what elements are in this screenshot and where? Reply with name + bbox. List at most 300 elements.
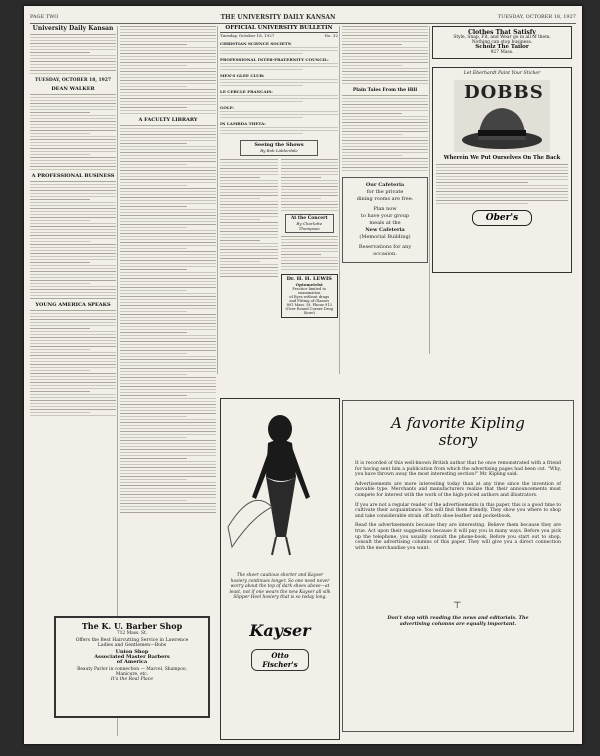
cafeteria-line: to have your group [360,213,410,219]
text-line [281,174,339,175]
text-line [120,125,216,126]
text-line [342,155,402,156]
text-line [30,244,116,245]
text-line [220,252,278,253]
text-line [281,251,339,252]
text-line [220,111,338,112]
text-line [281,201,339,202]
text-line [120,32,216,33]
text-line [281,236,339,237]
page-date: TUESDAY, OCTOBER 18, 1927 [497,14,576,20]
text-line [30,379,116,380]
text-line [30,145,116,146]
text-line [120,362,216,363]
clothes-store: Scholz The Tailor [475,44,529,50]
text-line [120,80,216,81]
text-line [120,161,216,162]
text-line [30,199,90,200]
text-line [120,491,216,492]
kipling-paragraph: Read the advertisements because they are interesting. Believe them because they are true. Act upon their suggestions because it will pay you in many ways. Before you pick up the telephone, you usually consult the phone-book. Before you start out to shop, consult the advertising columns of this paper. They will give you a direct connection with the merchandise you want. [355,523,561,551]
text-line [120,218,216,219]
text-line [30,112,90,113]
kipling-ad [342,400,574,732]
barber-line: Union Shop [115,649,149,655]
tales-column [342,26,428,263]
text-line [220,186,278,187]
text-line [30,58,116,59]
text-line [220,82,338,83]
text-line [120,464,216,465]
text-line [30,391,90,392]
text-line [120,320,216,321]
kipling-paragraph: It is recorded of this well-known British author that he once remonstrated with a friend for having sent him a publication from which the advertising pages had been cut. "Why, you have thrown away the most interesting section!" Mr. Kipling said. [355,461,561,478]
text-line [120,404,216,405]
text-line [120,470,216,471]
text-line [30,202,116,203]
text-line [220,255,278,256]
text-line [120,455,216,456]
text-line [30,115,116,116]
text-line [30,118,116,119]
text-line [30,226,116,227]
text-line [281,245,339,246]
barber-line: Manicure, etc. [115,672,149,677]
text-line [342,77,428,78]
text-line [120,299,216,300]
text-line [342,161,428,162]
text-line [342,170,428,171]
text-line [30,400,116,401]
text-line [30,49,116,50]
text-line [30,100,116,101]
text-line [120,176,216,177]
barber-address: 712 Mass. St. [116,631,148,636]
text-line [281,195,339,196]
text-line [120,257,216,258]
text-line [436,173,568,174]
text-line [30,376,116,377]
text-line [220,114,338,115]
text-line [120,62,216,63]
text-line [342,140,428,141]
text-line [220,95,338,96]
text-line [220,249,278,250]
text-line [281,165,339,166]
text-line [30,262,90,263]
text-line [30,403,116,404]
text-line [120,56,216,57]
text-line [220,216,278,217]
text-line [30,217,116,218]
bulletin-dateline [220,33,338,38]
text-line [30,46,116,47]
text-line [30,253,116,254]
text-line [120,41,216,42]
text-line [120,203,216,204]
text-line [120,146,216,147]
text-line [120,155,216,156]
kipling-title-line: story [438,431,478,449]
text-line [281,254,321,255]
text-line [120,341,216,342]
text-line [120,302,216,303]
text-line [30,268,116,269]
text-line [342,59,428,60]
text-line [436,194,568,195]
text-line [120,350,216,351]
text-line [30,103,116,104]
bulletin-item-heading: LE CERCLE FRANCAIS: [220,89,273,94]
text-line [30,319,116,320]
text-line [120,506,216,507]
text-line [342,101,428,102]
text-line [120,407,216,408]
text-line [30,187,116,188]
text-line [30,274,116,275]
text-line [120,329,216,330]
bulletin-item-heading: CHRISTIAN SCIENCE SOCIETY: [220,41,292,46]
text-line [120,71,216,72]
text-line [220,219,260,220]
text-line [120,371,216,372]
optometrist-line: and Fitting of Glasses [289,299,330,303]
kipling-paragraph: If you are not a regular reader of the advertisements in this paper, this is a good time to cultivate their acquaintance. You will find them friendly. They show you where to shop and take considerable strain off both shoe-leather and pocketbook. [355,502,561,519]
text-line [30,136,116,137]
text-line [120,497,216,498]
seeing-shows-box [240,140,318,156]
text-line [281,159,339,160]
bulletin-item-heading: GOLF: [220,105,234,110]
text-line [120,128,216,129]
text-line [30,349,90,350]
text-line [220,66,338,67]
cafeteria-line: (Memorial Building) [359,234,411,240]
text-line [30,340,116,341]
text-line [220,213,278,214]
text-line [120,86,187,87]
text-line [436,164,568,165]
text-line [30,130,116,131]
text-line [120,326,216,327]
text-line [120,239,216,240]
text-line [120,137,216,138]
text-line [30,238,116,239]
text-line [220,180,278,181]
dobbs-brand: DOBBS [464,82,544,103]
text-line [120,317,216,318]
barber-line: Ladies and Gentlemen—Bobs [97,643,167,648]
text-line [281,198,321,199]
text-line [30,406,116,407]
obers-logo: Ober's [472,210,532,226]
text-line [120,263,216,264]
page-header [30,12,576,22]
text-line [120,254,216,255]
text-line [120,29,216,30]
text-line [120,311,187,312]
text-line [30,67,116,68]
headline-young-america: YOUNG AMERICA SPEAKS [35,302,111,308]
text-line [220,231,278,232]
text-line [30,298,116,299]
text-line [120,338,216,339]
text-line [30,295,116,296]
text-line [120,392,216,393]
text-line [30,385,116,386]
text-line [30,121,116,122]
kipling-body [355,461,561,555]
text-line [220,63,338,64]
text-line [220,228,278,229]
text-line [30,370,90,371]
text-line [220,246,278,247]
text-line [120,89,216,90]
clothes-ad [432,26,572,59]
text-line [342,110,428,111]
text-line [220,270,278,271]
text-line [281,204,339,205]
text-line [220,69,303,70]
text-line [120,227,187,228]
text-line [30,292,116,293]
barber-line: Offers the Best Haircutting Service in Lawrence [75,638,189,643]
text-line [120,353,187,354]
text-line [281,168,339,169]
text-line [120,101,216,102]
text-line [30,220,90,221]
text-line [342,164,428,165]
text-line [120,368,216,369]
text-line [342,38,428,39]
text-line [120,374,187,375]
text-line [120,149,216,150]
text-line [120,440,216,441]
text-line [120,383,216,384]
text-line [30,394,116,395]
text-line [436,176,568,177]
text-line [120,509,216,510]
text-line [30,94,116,95]
text-line [220,198,260,199]
optometrist-line: Practice limited to examination [292,287,327,295]
text-line [30,169,116,170]
text-line [220,264,278,265]
text-line [342,62,428,63]
text-line [120,206,187,207]
column-rule [429,26,430,354]
text-line [120,269,187,270]
text-line [120,110,216,111]
text-line [120,215,216,216]
text-line [342,98,428,99]
text-line [30,409,116,410]
barber-line: It's the Real Place [110,677,154,682]
text-line [281,183,339,184]
text-line [30,124,116,125]
text-line [30,334,116,335]
text-line [30,232,116,233]
text-line [120,179,216,180]
editorial-column [30,26,116,416]
text-line [120,134,216,135]
text-line [436,179,568,180]
text-line [120,143,187,144]
kipling-paragraph: Advertisements are more interesting today than at any time since the invention of movable type. Merchants and manufacturers realize that their announcements must compete for interest with the work of the high-priced authors and illustrators. [355,481,561,498]
text-line [342,44,402,45]
text-line [30,331,116,332]
column-rule [339,26,340,374]
text-line [220,195,278,196]
text-line [436,197,568,198]
text-line [30,229,116,230]
text-line [30,280,116,281]
text-line [30,343,116,344]
newspaper-page [24,6,582,744]
text-line [30,355,116,356]
text-line [342,149,428,150]
text-line [120,422,216,423]
hat-icon [454,102,550,152]
text-line [30,166,116,167]
text-line [30,358,116,359]
text-line [120,323,216,324]
concert-byline: By Charlotte Thompson [296,221,323,231]
text-line [30,205,116,206]
text-line [30,127,116,128]
text-line [30,328,90,329]
text-line [30,235,116,236]
text-line [281,186,339,187]
text-line [120,104,216,105]
text-line [30,211,116,212]
text-line [120,347,216,348]
text-line [120,230,216,231]
text-line [30,271,116,272]
text-line [30,193,116,194]
text-line [342,122,428,123]
text-line [30,367,116,368]
text-line [281,171,339,172]
text-line [120,335,216,336]
text-line [120,131,216,132]
text-line [120,287,216,288]
clothes-line: Style, Snap, Fit, and Wear go in all of them. [453,35,551,40]
text-line [30,70,116,71]
fashion-illustration [222,407,338,557]
text-line [30,34,116,35]
text-line [120,344,216,345]
text-line [220,189,278,190]
text-line [342,146,428,147]
text-line [220,133,303,134]
text-line [120,95,216,96]
text-line [120,446,216,447]
plain-tales-title: Plain Tales From the Hill [352,88,418,93]
text-line [30,61,116,62]
text-line [120,410,216,411]
text-line [220,267,278,268]
text-line [30,106,116,107]
text-line [30,148,116,149]
text-line [120,38,216,39]
text-line [120,212,216,213]
text-line [436,185,568,186]
text-line [30,256,116,257]
text-line [120,98,216,99]
text-line [120,401,216,402]
text-line [30,55,116,56]
text-line [30,142,116,143]
kipling-title [343,415,573,449]
text-line [30,352,116,353]
barber-line: Associated Master Barbers [94,654,170,660]
header-rule [30,23,576,24]
text-line [436,188,568,189]
cafeteria-line: New Cafeteria [365,227,405,233]
text-line [220,183,278,184]
hat-image [454,80,550,152]
text-line [30,322,116,323]
kipling-title-line: A favorite Kipling [391,414,525,432]
text-line [220,258,278,259]
text-line [30,157,116,158]
text-line [30,388,116,389]
clothes-title: Clothes That Satisfy [468,29,536,36]
text-line [120,200,216,201]
barber-title: The K. U. Barber Shop [81,621,183,631]
text-line [30,160,116,161]
text-line [120,512,216,513]
text-line [220,47,338,48]
text-line [30,208,116,209]
text-line [436,200,568,201]
text-line [220,240,260,241]
concert-box [285,214,335,233]
bulletin-number: No. 32 [324,33,338,38]
text-line [281,248,339,249]
text-line [120,77,216,78]
text-line [120,194,216,195]
text-line [120,197,216,198]
text-line [342,74,428,75]
text-line [220,225,278,226]
text-line [30,325,116,326]
text-line [120,449,216,450]
seeing-shows-title: Seeing the Shows [254,142,304,148]
text-line [30,109,116,110]
text-line [120,359,216,360]
text-line [120,386,216,387]
bulletin-date: Tuesday, October 18, 1927 [220,33,275,38]
text-line [120,248,187,249]
optometrist-address: 801 Mass. St. Phone 913 [286,303,332,307]
text-line [220,237,278,238]
text-line [220,162,278,163]
text-line [30,250,116,251]
text-line [120,380,216,381]
text-line [342,35,428,36]
text-line [120,275,216,276]
faculty-column [120,26,216,513]
paper-name: THE UNIVERSITY DAILY KANSAN [220,13,336,21]
bulletin-column [220,26,338,318]
dobbs-ad [432,67,572,273]
barber-line: Beauty Parlor in connection — Marcel, Shampoo, [77,667,187,672]
text-line [220,222,278,223]
text-line [120,272,216,273]
text-line [281,257,339,258]
text-line [30,259,116,260]
